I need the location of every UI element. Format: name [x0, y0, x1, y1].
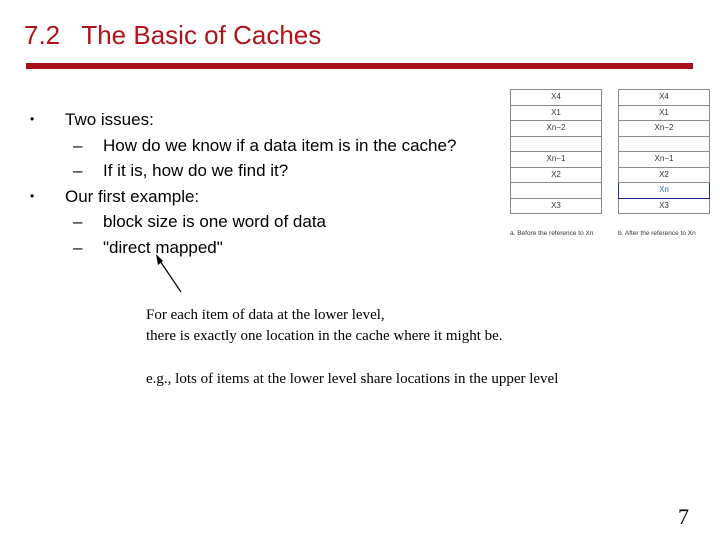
sub-bullet-text: "direct mapped"	[103, 237, 223, 257]
bullet-marker: •	[30, 188, 35, 203]
note-line-2: there is exactly one location in the cache where it might be.	[146, 328, 503, 344]
bullet-text: Our first example:	[65, 186, 200, 206]
cache-cell: X4	[511, 90, 602, 106]
cache-cell: X2	[511, 167, 602, 183]
figure-caption-after: b. After the reference to Xn	[618, 230, 696, 237]
dash-marker: –	[73, 237, 83, 257]
sub-bullet-text: If it is, how do we find it?	[103, 161, 289, 180]
dash-marker: –	[73, 135, 83, 155]
figure-caption-before: a. Before the reference to Xn	[510, 230, 594, 237]
cache-cell: Xn−1	[511, 152, 602, 168]
note-line-3: e.g., lots of items at the lower level share locations in the upper level	[146, 371, 559, 387]
slide-title: 7.2 The Basic of Caches	[24, 20, 322, 50]
cache-cell: X4	[619, 90, 710, 106]
cache-cell: X3	[619, 198, 710, 214]
sub-bullet-text: How do we know if a data item is in the cache?	[103, 135, 457, 155]
cache-cell: Xn	[619, 183, 710, 199]
cache-cell: X1	[511, 105, 602, 121]
dash-marker: –	[73, 161, 83, 180]
page-number: 7	[678, 504, 689, 529]
cache-cell: X2	[619, 167, 710, 183]
cache-cell: X1	[619, 105, 710, 121]
cache-cell: Xn−2	[511, 121, 602, 137]
sub-bullet-text: block size is one word of data	[103, 212, 327, 231]
cache-cell: Xn−1	[619, 152, 710, 168]
dash-marker: –	[73, 212, 83, 231]
bullet-marker: •	[30, 112, 35, 126]
note-line-1: For each item of data at the lower level,	[146, 307, 385, 323]
cache-cell: X3	[511, 198, 602, 214]
arrow-line	[158, 258, 181, 292]
cache-cell: Xn−2	[619, 121, 710, 137]
bullet-text: Two issues:	[65, 110, 154, 129]
